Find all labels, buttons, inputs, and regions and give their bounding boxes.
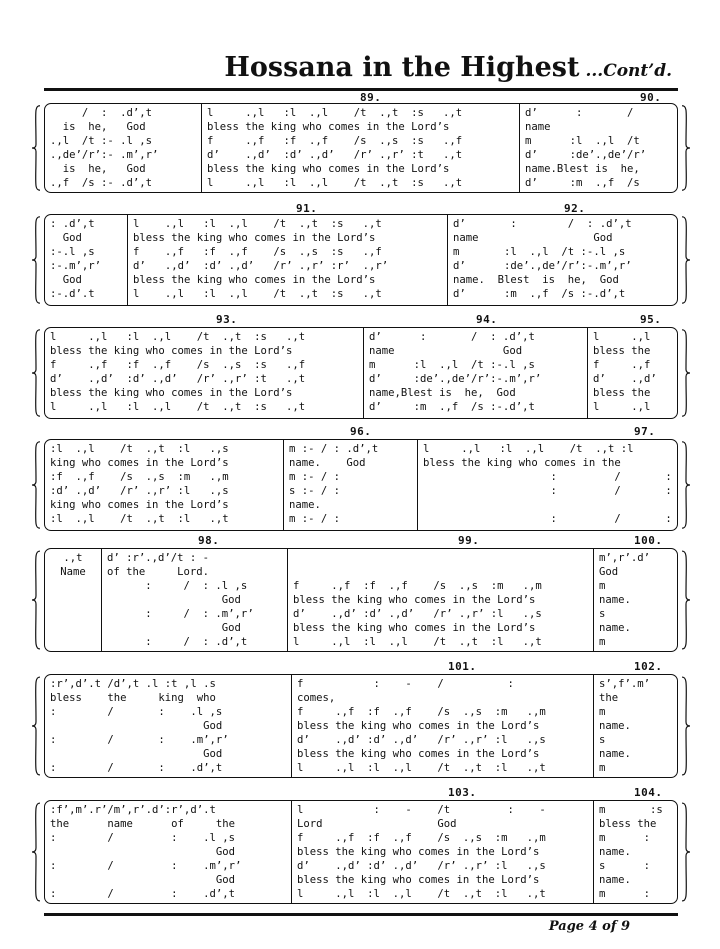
solfa-line: d’ .,d’ :d’ .,d’ /r’ .,r’ :t .,t <box>50 373 306 385</box>
solfa-line: : / : .l ,s <box>50 832 235 844</box>
page-title: Hossana in the Highest ...Cont’d. <box>224 52 672 83</box>
measure-cell <box>283 440 418 530</box>
measure-cell <box>593 675 680 777</box>
system-box <box>44 800 678 904</box>
solfa-line: :-.m’,r’ <box>50 260 102 272</box>
system-box <box>44 103 678 193</box>
lyric-line: Lord God <box>297 818 457 830</box>
solfa-line: .,de’/r’:- .m’,r’ <box>50 149 159 161</box>
right-brace-icon <box>681 440 691 530</box>
measure-cell <box>45 440 283 530</box>
solfa-line: s’,f’.m’ <box>599 678 651 690</box>
footer-rule <box>44 913 678 916</box>
solfa-line: : / : .m’,r’ <box>50 734 229 746</box>
right-brace-icon <box>681 104 691 192</box>
right-brace-icon <box>681 549 691 651</box>
lyric-line: bless the <box>593 345 651 357</box>
lyric-line: bless the king who comes in the Lord’s <box>133 232 376 244</box>
measure-cell <box>447 215 680 305</box>
lyric-line: bless the king who comes in the Lord’s <box>207 121 450 133</box>
lyric-line: name. <box>599 846 631 858</box>
solfa-line: m :l .,l /t <box>525 135 640 147</box>
lyric-line: God <box>50 846 235 858</box>
lyric-line: God <box>50 874 235 886</box>
solfa-line: d’ :m .,f /s <box>525 177 640 189</box>
solfa-line: d’ .,d’ :d’ .,d’ /r’ .,r’ :l .,s <box>293 608 542 620</box>
solfa-line: f : - / : <box>297 678 514 690</box>
left-brace-icon <box>31 440 41 530</box>
solfa-line: l .,l :l .,l /t .,t :l .,t <box>297 762 546 774</box>
measure-cell <box>101 549 288 651</box>
solfa-line: s <box>599 608 606 620</box>
solfa-line: d’ .,d’ :d’ .,d’ /r’ .,r’ :r’ .,r’ <box>133 260 389 272</box>
solfa-line: l .,l :l .,l /t .,t :s .,t <box>50 401 306 413</box>
measure-cell <box>593 801 680 903</box>
lyric-line: name.Blest is he, <box>525 163 640 175</box>
solfa-line: : / : .l ,s <box>107 580 248 592</box>
system-6 <box>44 660 678 778</box>
solfa-line: l .,l :l .,l /t .,t :s .,t <box>133 288 382 300</box>
lyric-line: God <box>50 748 223 760</box>
lyric-line: bless the king who comes in the Lord’s <box>293 594 536 606</box>
measure-cell <box>417 440 680 530</box>
system-box <box>44 214 678 306</box>
solfa-line: : / : .l ,s <box>50 706 223 718</box>
solfa-line: f .,f :f .,f /s .,s :s .,f <box>207 135 463 147</box>
solfa-line: m’,r’.d’ <box>599 552 651 564</box>
system-box <box>44 327 678 419</box>
system-2 <box>44 202 678 306</box>
lyric-line: comes, <box>297 692 336 704</box>
lyric-line: name. <box>599 622 631 634</box>
solfa-line: m <box>599 762 606 774</box>
solfa-line: d’ .,d’ :d’ .,d’ /r’ .,r’ :t .,t <box>207 149 463 161</box>
solfa-line: d’ :m .,f /s :-.d’,t <box>369 401 535 413</box>
solfa-line: .,t <box>63 552 83 564</box>
system-box <box>44 674 678 778</box>
lyric-line: God <box>50 274 82 286</box>
measure-number: 96. <box>350 425 372 438</box>
system-1 <box>44 91 678 193</box>
solfa-line: :l .,l /t .,t :l .,s <box>50 443 229 455</box>
lyric-line: bless the <box>593 387 651 399</box>
left-brace-icon <box>31 675 41 777</box>
right-brace-icon <box>681 675 691 777</box>
measure-cell <box>291 801 594 903</box>
lyric-line: the <box>599 692 619 704</box>
lyric-line: king who comes in the Lord’s <box>50 499 229 511</box>
solfa-line: f .,f :f .,f /s .,s :m .,m <box>297 832 546 844</box>
solfa-line: d’ :m .,f /s :-.d’,t <box>453 288 626 300</box>
solfa-line: :-.l ,s <box>50 246 95 258</box>
solfa-line: l .,l :l .,l /t .,t :s .,t <box>207 177 463 189</box>
measure-cell <box>45 675 291 777</box>
solfa-line: l .,l <box>593 401 651 413</box>
solfa-line: : / : <box>423 485 672 497</box>
measure-number: 101. <box>448 660 477 673</box>
solfa-line: :f’,m’.r’/m’,r’.d’:r’,d’.t <box>50 804 216 816</box>
solfa-line: : / : .d’,t <box>50 888 235 900</box>
lyric-line: God <box>50 720 223 732</box>
solfa-line <box>418 498 680 512</box>
system-4 <box>44 425 678 531</box>
solfa-line: m <box>599 580 606 592</box>
measure-cell <box>363 328 588 418</box>
solfa-line <box>288 565 594 579</box>
lyric-line: God <box>599 566 619 578</box>
lyric-line: bless the king who comes in the Lord’s <box>297 748 540 760</box>
measure-cell <box>587 328 680 418</box>
solfa-line: f .,f <box>593 359 651 371</box>
solfa-line: d’ : / <box>525 107 634 119</box>
solfa-line <box>288 551 594 565</box>
solfa-line: d’ :de’.,de’/r’:-.m’,r’ <box>369 373 542 385</box>
measure-number: 92. <box>564 202 586 215</box>
system-5 <box>44 534 678 652</box>
lyric-line: bless the king who comes in the Lord’s <box>50 345 293 357</box>
lyric-line: of the Lord. <box>107 566 210 578</box>
page-number: Page 4 of 9 <box>548 919 630 934</box>
solfa-line: :-.d’.t <box>50 288 95 300</box>
measure-cell <box>287 549 594 651</box>
solfa-line: s :- / : <box>289 485 341 497</box>
measure-cell <box>45 801 291 903</box>
measure-number: 97. <box>634 425 656 438</box>
measure-number: 89. <box>360 91 382 104</box>
measure-cell <box>45 215 127 305</box>
solfa-line: m : <box>599 832 651 844</box>
solfa-line: m :- / : <box>289 513 341 525</box>
solfa-line: f .,f :f .,f /s .,s :s .,f <box>133 246 382 258</box>
solfa-line: m :l .,l /t :-.l ,s <box>369 359 535 371</box>
solfa-line: : / : <box>423 513 672 525</box>
left-brace-icon <box>31 328 41 418</box>
lyric-line: bless the king who comes in the Lord’s <box>133 274 376 286</box>
left-brace-icon <box>31 215 41 305</box>
solfa-line: : .d’,t <box>50 218 95 230</box>
solfa-line: m <box>599 706 606 718</box>
measure-cell <box>201 104 520 192</box>
solfa-line: l : - /t : - <box>297 804 546 816</box>
measure-cell <box>291 675 594 777</box>
solfa-line: .,l /t :- .l ,s <box>50 135 153 147</box>
solfa-line: d’ .,d’ <box>593 373 657 385</box>
solfa-line: l .,l :l .,l /t .,t :l .,t <box>297 888 546 900</box>
measure-number: 94. <box>476 313 498 326</box>
solfa-line: l .,l :l .,l /t .,t :s .,t <box>133 218 382 230</box>
solfa-line: m :- / : <box>289 471 341 483</box>
lyric-line: bless the king who comes in the Lord’s <box>207 163 450 175</box>
solfa-line: : / : <box>423 471 672 483</box>
lyric-line: name. Blest is he, God <box>453 274 619 286</box>
measure-number: 100. <box>634 534 663 547</box>
system-3 <box>44 313 678 419</box>
system-box <box>44 439 678 531</box>
solfa-line: : / : .m’,r’ <box>107 608 254 620</box>
left-brace-icon <box>31 549 41 651</box>
measure-cell <box>519 104 680 192</box>
right-brace-icon <box>681 328 691 418</box>
lyric-line: bless the king who comes in the Lord’s <box>293 622 536 634</box>
solfa-line: l .,l :l .,l /t .,t :s .,t <box>50 331 306 343</box>
lyric-line: God <box>107 622 241 634</box>
solfa-line: m :l .,l /t :-.l ,s <box>453 246 626 258</box>
lyric-line: bless the king who comes in the Lord’s <box>297 720 540 732</box>
solfa-line: :d’ .,d’ /r’ .,r’ :l .,s <box>50 485 229 497</box>
lyric-line: God <box>50 232 82 244</box>
solfa-line: d’ :de’.,de’/r’:-.m’,r’ <box>453 260 632 272</box>
left-brace-icon <box>31 104 41 192</box>
solfa-line: m : <box>599 888 651 900</box>
solfa-line: : / : .m’,r’ <box>50 860 242 872</box>
lyric-line: bless the <box>599 818 657 830</box>
right-brace-icon <box>681 801 691 903</box>
measure-number: 91. <box>296 202 318 215</box>
system-7 <box>44 786 678 904</box>
lyric-line: name God <box>453 232 613 244</box>
measure-cell <box>127 215 448 305</box>
solfa-line: d’ .,d’ :d’ .,d’ /r’ .,r’ :l .,s <box>297 860 546 872</box>
solfa-line: :f .,f /s .,s :m .,m <box>50 471 229 483</box>
solfa-line: :l .,l /t .,t :l .,t <box>50 513 229 525</box>
solfa-line: f .,f :f .,f /s .,s :m .,m <box>293 580 542 592</box>
lyric-line: name. <box>599 720 631 732</box>
solfa-line: d’ .,d’ :d’ .,d’ /r’ .,r’ :l .,s <box>297 734 546 746</box>
measure-number: 95. <box>640 313 662 326</box>
solfa-line: m :- / : .d’,t <box>289 443 379 455</box>
solfa-line: .,f /s :- .d’,t <box>50 177 153 189</box>
lyric-line: God <box>107 594 241 606</box>
lyric-line: the name of the <box>50 818 235 830</box>
system-box <box>44 548 678 652</box>
lyric-line: name God <box>369 345 523 357</box>
continued-label: ...Cont’d. <box>585 61 672 81</box>
lyric-line: bless the king who comes in the Lord’s <box>297 846 540 858</box>
measure-cell <box>45 328 363 418</box>
solfa-line: d’ : / : .d’,t <box>453 218 632 230</box>
lyric-line: bless the king who <box>50 692 216 704</box>
solfa-line: d’ :de’.,de’/r’ <box>525 149 647 161</box>
measure-cell <box>45 549 101 651</box>
lyric-line: name. <box>599 748 631 760</box>
measure-number: 99. <box>458 534 480 547</box>
measure-cell <box>593 549 680 651</box>
solfa-line: d’ :r’.,d’/t : - <box>107 552 210 564</box>
measure-number: 102. <box>634 660 663 673</box>
measure-number: 98. <box>198 534 220 547</box>
solfa-line: l .,l <box>593 331 651 343</box>
solfa-line: f .,f :f .,f /s .,s :m .,m <box>297 706 546 718</box>
lyric-line: is he, God <box>50 121 146 133</box>
solfa-line: l .,l :l .,l /t .,t :l .,t <box>293 636 542 648</box>
solfa-line: m <box>599 636 606 648</box>
measure-cell <box>45 104 201 192</box>
solfa-line: l .,l :l .,l /t .,t :s .,t <box>207 107 463 119</box>
lyric-line: name. <box>289 499 321 511</box>
solfa-line: : / : .d’,t <box>107 636 248 648</box>
solfa-line: f .,f :f .,f /s .,s :s .,f <box>50 359 306 371</box>
solfa-line: / : .d’,t <box>50 107 153 119</box>
measure-number: 90. <box>640 91 662 104</box>
lyric-line: name,Blest is he, God <box>369 387 516 399</box>
solfa-line: :r’,d’.t /d’,t .l :t ,l .s <box>50 678 216 690</box>
solfa-line: s <box>599 734 606 746</box>
solfa-line: l .,l :l .,l /t .,t :l <box>423 443 634 455</box>
lyric-line: name. <box>599 874 631 886</box>
lyric-line: bless the king who comes in the <box>423 457 621 469</box>
lyric-line: name. God <box>289 457 366 469</box>
solfa-line: : / : .d’,t <box>50 762 223 774</box>
left-brace-icon <box>31 801 41 903</box>
solfa-line: m :s <box>599 804 663 816</box>
measure-number: 104. <box>634 786 663 799</box>
right-brace-icon <box>681 215 691 305</box>
lyric-line: king who comes in the Lord’s <box>50 457 229 469</box>
lyric-line: is he, God <box>50 163 146 175</box>
lyric-line: name. <box>599 594 631 606</box>
lyric-line: bless the king who comes in the Lord’s <box>50 387 293 399</box>
lyric-line: name <box>525 121 551 133</box>
lyric-line: bless the king who comes in the Lord’s <box>297 874 540 886</box>
measure-number: 103. <box>448 786 477 799</box>
lyric-line: Name <box>60 566 86 578</box>
solfa-line: s : <box>599 860 651 872</box>
solfa-line: d’ : / : .d’,t <box>369 331 535 343</box>
measure-number: 93. <box>216 313 238 326</box>
